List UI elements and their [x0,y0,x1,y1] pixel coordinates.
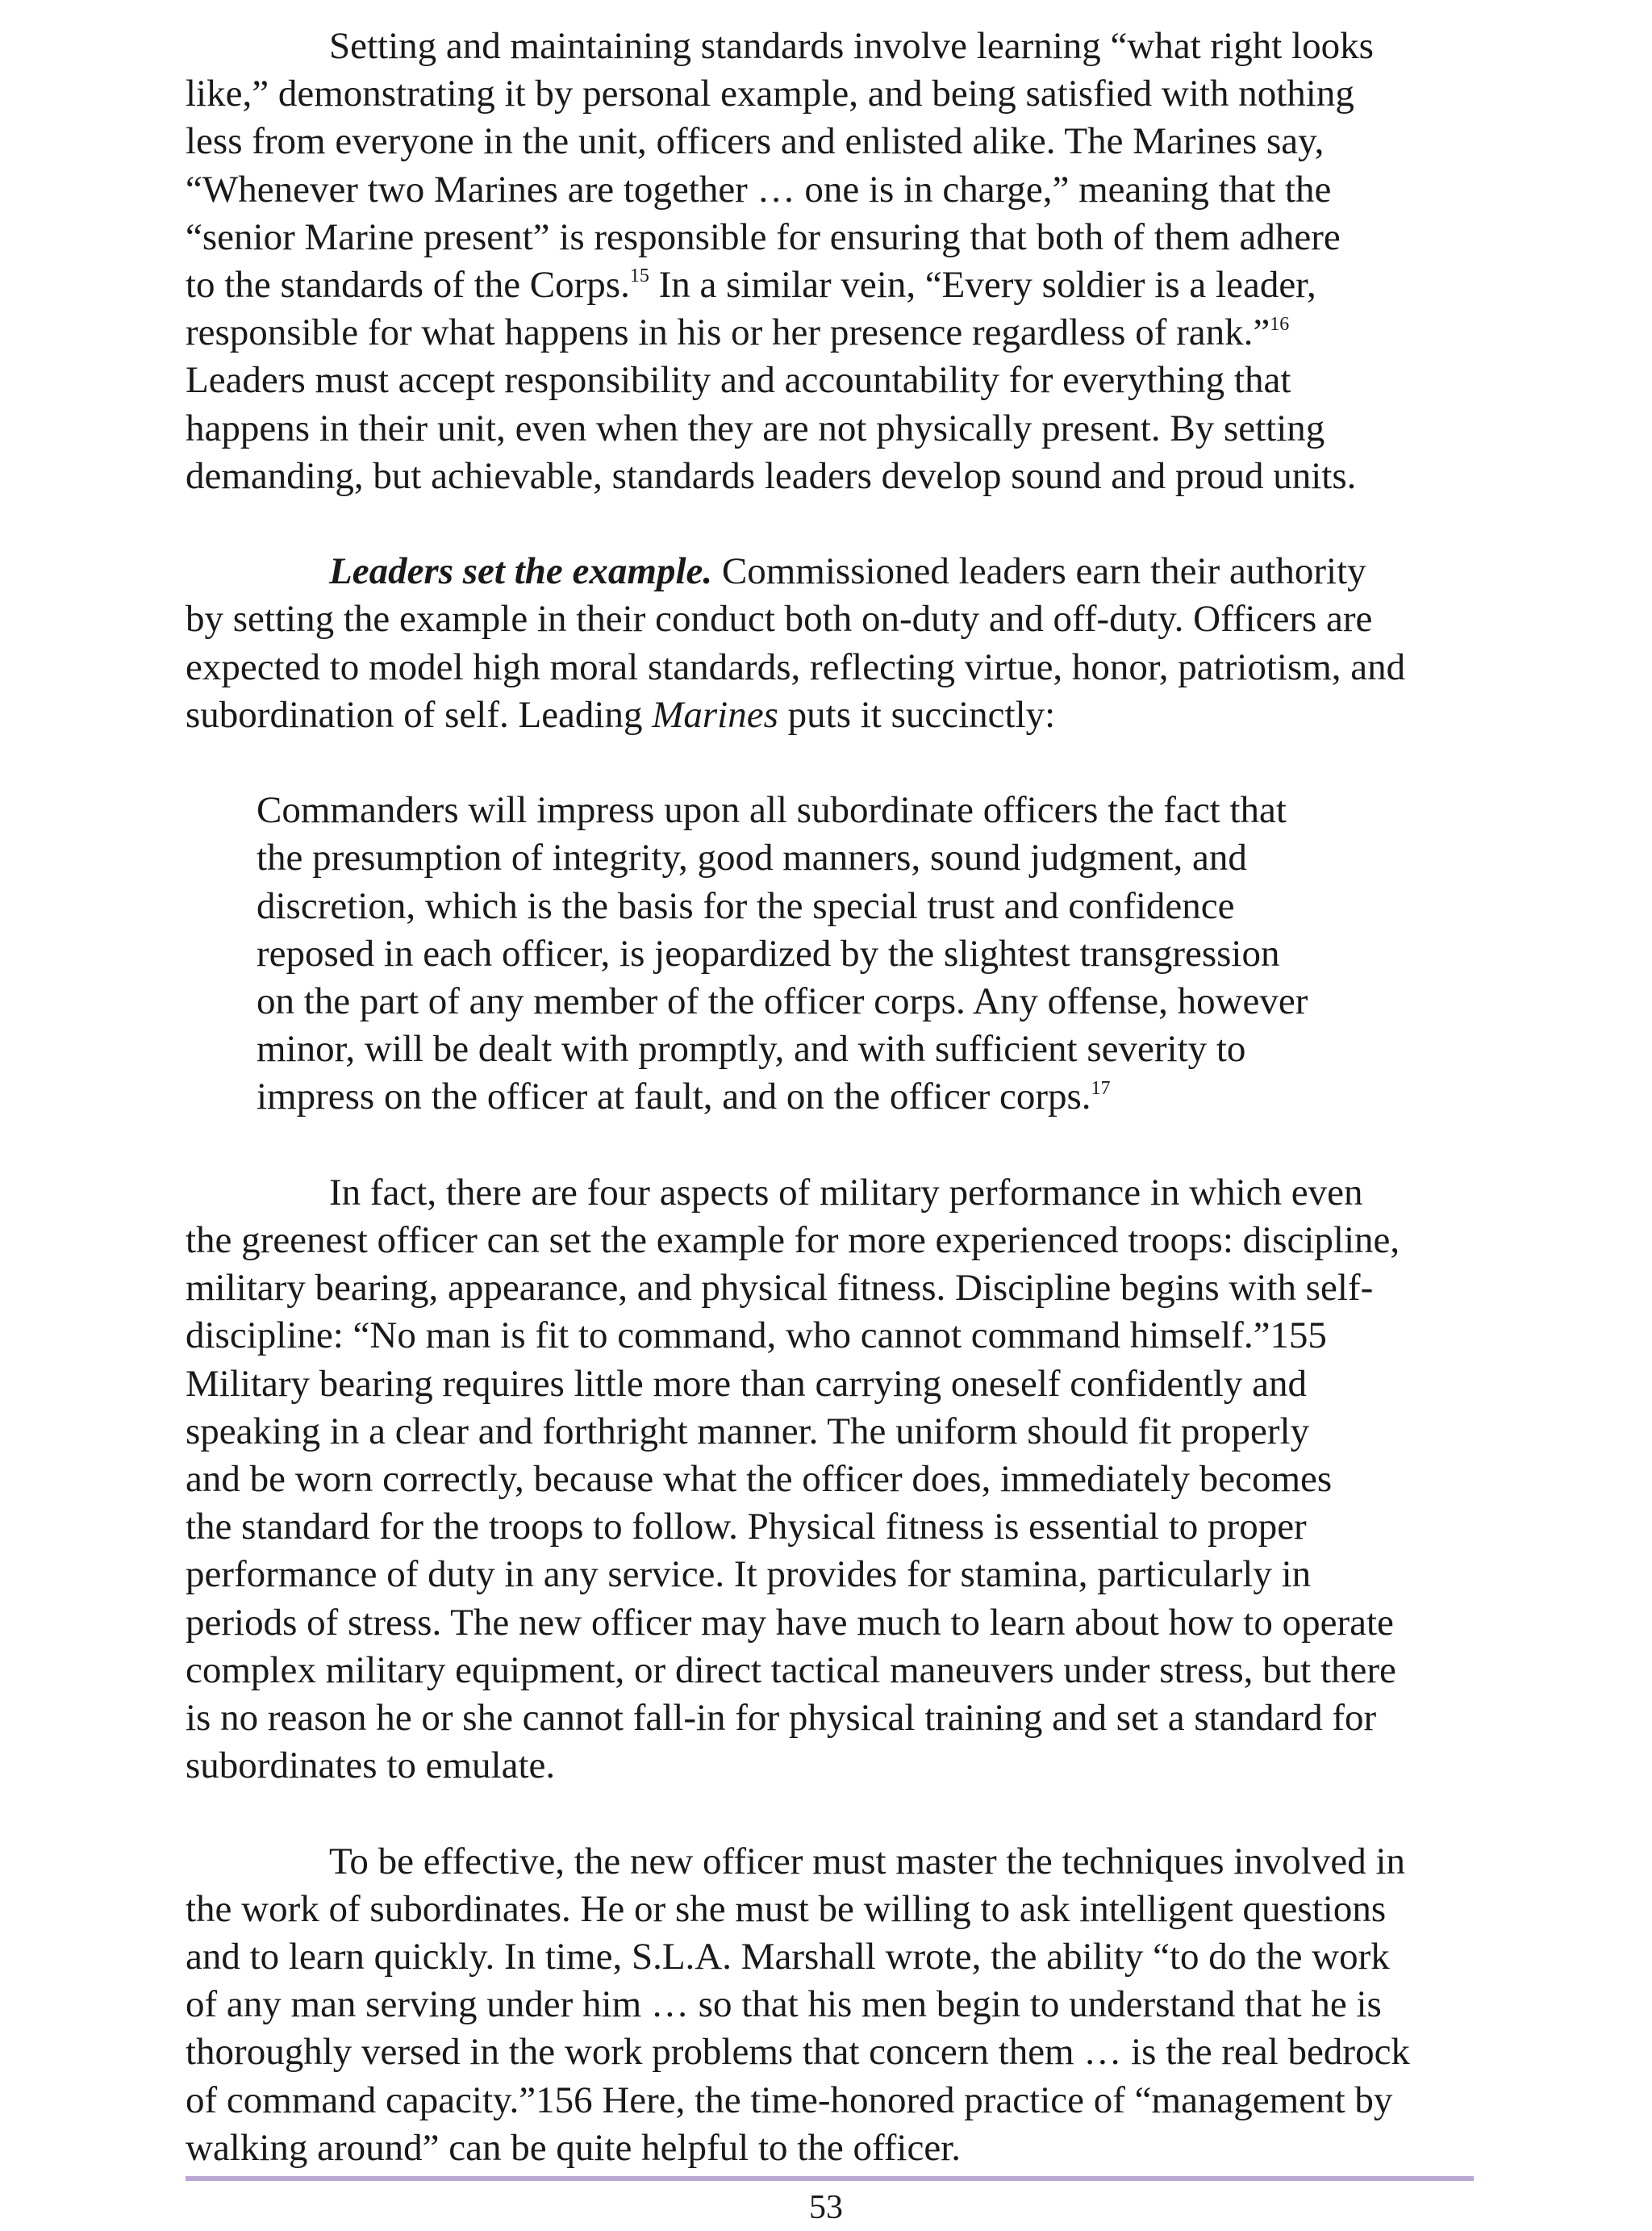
text-line: speaking in a clear and forthright manner. The uniform should fit properly [186,1410,1310,1452]
text-line [186,309,1476,357]
quote-line: discretion, which is the basis for the special trust and confidence [257,884,1235,927]
text-segment: impress on the officer at fault, and on the officer corps. [257,1076,1091,1118]
text-line: and be worn correctly, because what the officer does, immediately becomes [186,1458,1333,1501]
text-line: and to learn quickly. In time, S.L.A. Marshall wrote, the ability “to do the work [186,1936,1390,1978]
quote-line: Commanders will impress upon all subordinate officers the fact that [257,789,1287,832]
text-line: Setting and maintaining standards involve learning “what right looks [329,25,1374,67]
paragraph-four-aspects [186,1169,1476,1790]
text-line: demanding, but achievable, standards leaders develop sound and proud units. [186,454,1357,497]
text-line: less from everyone in the unit, officers and enlisted alike. The Marines say, [186,120,1325,163]
text-line: Military bearing requires little more than carrying oneself confidently and [186,1362,1307,1405]
text-line: the greenest officer can set the example for more experienced troops: discipline, [186,1219,1400,1262]
quote-line: minor, will be dealt with promptly, and with sufficient severity to [257,1028,1246,1071]
quote-line: the presumption of integrity, good manners, sound judgment, and [257,837,1247,879]
italic-title: Marines [652,693,778,736]
footnote-ref: 16 [1270,313,1290,335]
text-segment: Commissioned leaders earn their authority [712,550,1366,593]
text-line: “Whenever two Marines are together … one is in charge,” meaning that the [186,168,1332,211]
quote-line: on the part of any member of the officer corps. Any offense, however [257,980,1308,1023]
text-line: is no reason he or she cannot fall-in for physical training and set a standard for [186,1697,1377,1740]
block-quote [257,787,1476,1121]
text-segment: responsible for what happens in his or her presence regardless of rank.” [186,311,1270,354]
text-segment: subordination of self. Leading [186,693,653,736]
text-line: like,” demonstrating it by personal example, and being satisfied with nothing [186,73,1354,115]
text-line: happens in their unit, even when they are not physically present. By setting [186,407,1325,449]
text-line: of any man serving under him … so that his men begin to understand that he is [186,1983,1382,2026]
text-line: subordinates to emulate. [186,1744,556,1787]
paragraph-standards [186,23,1476,500]
text-line: To be effective, the new officer must master the techniques involved in [329,1840,1406,1882]
footnote-ref: 17 [1091,1077,1111,1099]
text-line: periods of stress. The new officer may have much to learn about how to operate [186,1601,1394,1644]
text-line: expected to model high moral standards, reflecting virtue, honor, patriotism, and [186,645,1406,688]
footnote-ref: 15 [629,265,649,287]
text-line: of command capacity.”156 Here, the time-honored practice of “management by [186,2079,1393,2121]
quote-line [257,1073,1476,1121]
text-segment: to the standards of the Corps. [186,264,630,307]
text-segment: puts it succinctly: [778,693,1056,736]
paragraph-effective [186,1838,1476,2172]
run-in-heading: Leaders set the example. [329,550,713,593]
text-line [186,691,1476,739]
page-number: 53 [809,2189,843,2226]
text-line [186,548,1476,595]
text-line: thoroughly versed in the work problems that concern them … is the real bedrock [186,2031,1410,2074]
text-segment: In a similar vein, “Every soldier is a leader, [649,264,1316,307]
text-line: military bearing, appearance, and physical fitness. Discipline begins with self- [186,1267,1374,1310]
quote-line: reposed in each officer, is jeopardized by the slightest transgression [257,932,1280,975]
paragraph-set-example [186,548,1476,739]
text-line: the standard for the troops to follow. Physical fitness is essential to proper [186,1506,1307,1548]
text-line [186,261,1476,309]
text-line: by setting the example in their conduct both on-duty and off-duty. Officers are [186,598,1373,641]
text-line: walking around” can be quite helpful to the officer. [186,2126,961,2169]
text-line: Leaders must accept responsibility and accountability for everything that [186,359,1291,402]
text-line: In fact, there are four aspects of military performance in which even [329,1171,1363,1214]
text-line: the work of subordinates. He or she must be willing to ask intelligent questions [186,1887,1387,1930]
text-line: complex military equipment, or direct tactical maneuvers under stress, but there [186,1648,1396,1691]
text-line: “senior Marine present” is responsible for ensuring that both of them adhere [186,215,1341,258]
text-line: discipline: “No man is fit to command, who cannot command himself.”155 [186,1314,1327,1357]
footer-rule [186,2176,1474,2181]
text-line: performance of duty in any service. It provides for stamina, particularly in [186,1553,1312,1596]
page-body [186,23,1476,2172]
